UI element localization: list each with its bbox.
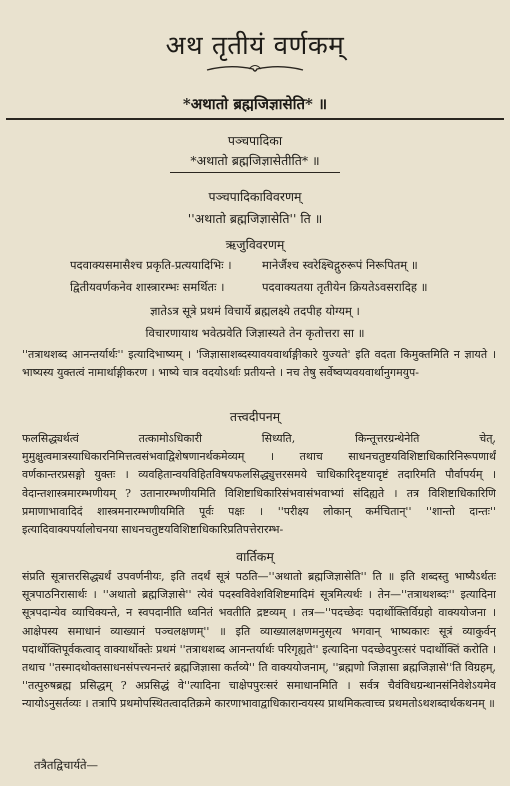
section-heading-panchapadika: पञ्चपादिका xyxy=(227,133,283,148)
chapter-title: अथ तृतीयं वर्णकम् xyxy=(165,31,345,61)
section-heading-varttika: वार्तिकम् xyxy=(236,549,274,564)
verse-left: पदवाक्यसमासैश्च प्रकृति-प्रत्ययादिभिः । xyxy=(70,258,232,272)
verse-left: द्वितीयवर्णकनेव शास्त्रारम्भः समर्थितः । xyxy=(70,280,225,294)
panchapadika-sutra: *अथातो ब्रह्मजिज्ञासेतीति* ॥ xyxy=(190,153,320,168)
rjuvivarana-paragraph xyxy=(22,346,496,400)
paragraph-text: संप्रति सूत्रात्तरसिद्ध्यर्थं उपवर्णनीयः, इति तदर्थं सूत्रं पठति—''अथातो ब्रह्मजिज्ञासेति'' ति ॥ इति शब्दस्तु भाष्यैऽर्थतः सूत्रपाठनिरासार्थः । ''अथातो ब्रह्मजिज्ञासे'' त्येवं पदस्वविवेशविशिष्टमादिमं सूत्रमित्यर्थः । तेन—''तत्राथशब्दः'' इत्यादिना सूत्रपदान्येव व्याचिक्यन्ते, न स्वपदानीति ध्वनितं भवतीति द्रष्टव्यम् । तत्र—''पदच्छेदः पदार्थोक्तिर्विग्रहो वाक्ययोजना । आक्षेपस्य समाधानं व्याख्यानं पञ्चलक्षणम्'' ॥ इति व्याख्यालक्षणमनुसृत्य भगवान् भाष्यकारः सूत्रं व्याकुर्वन् पदार्थोक्तिपूर्वकत्वाद् वाक्यार्थोक्तेः प्रथमं ''तत्राथशब्द आनन्तर्यार्थः परिगृह्यते'' इत्यादिना पदच्छेदपुरःसरं पदार्थोक्तिं करोति । तथाच ''तस्मादथोक्तसाधनसंपत्त्यनन्तरं ब्रह्मजिज्ञासा कर्तव्ये'' ति वाक्ययोजनाम्, ''ब्रह्मणो जिज्ञासा ब्रह्मजिज्ञासे''ति विग्रहम्, ''तत्पुरुषब्रह्म प्रसिद्धम् ? अप्रसिद्धं वे''त्यादिना चाक्षेपपुरःसरं समाधानमिति । सर्वत्र चैवंविधग्रन्थानसंनिवेशेऽयमेव न्यायोऽनुसर्तव्यः । तत्रापि प्रथमोपस्थितत्वादतिक्रमे कारणाभावाद्वाधिकारान्वयस्य प्राथमिकत्वाच्च प्रथमतोऽथशब्दार्थकथनम् ॥ xyxy=(22,570,496,711)
closing-line: तत्रैतद्विचार्यते— xyxy=(34,758,99,772)
paragraph-text: ''तत्राथशब्द आनन्तर्यार्थः'' इत्यादिभाष्यम् । 'जिज्ञासाशब्दस्यावयवार्थाङ्गीकारे युज्यते' इति वदता किमुक्तमिति न ज्ञायते । भाष्यस्य युक्तत्वं नामार्थाङ्गीकरण । भाष्ये चात्र वदयोऽर्थाः प्रतीयन्ते । नच तेषु सर्वेष्वप्यवयवार्थानुगमयुप- xyxy=(22,348,496,380)
paragraph-text: फलसिद्ध्यर्थत्वं तत्कामोऽधिकारी सिध्यति, किन्तूत्तरग्रन्थेनेति चेत्, मुमुक्षुत्वमात्रस्याधिकारनिमित्तत्वसंभवाद्विशेषणानर्थकमेव्यम् । तथाच साधनचतुष्टयविशिष्टाधिकारिनिरूपणार्थं वर्णकान्तरप्रसङ्गो युक्तः । व्यवहितान्वयविहितविषयफलसिद्ध्युत्तरसमये चाधिकारिदृष्टयादृष्टं तदारिमति पौर्वापर्यम् । वेदान्तशास्त्रमारम्भणीयम् ? उतानारम्भणीयमिति विशिष्टाधिकारिसंभवासंभवाभ्यां संदिह्यते । तत्र विशिष्टाधिकारिणि प्रमाणाभावादिदं शास्त्रमनारम्भणीयमिति पूर्वः पक्षः । ''परीक्ष्य लोकान् कर्मचितान्'' ''शान्तो दान्तः'' इत्यादिवाक्यपर्यालोचनया साधनचतुष्टयविशिष्टाधिकारिप्रतिपत्तेरारम्भ- xyxy=(22,432,496,537)
section-heading-vivarana: पञ्चपादिकाविवरणम् xyxy=(208,189,302,204)
verse-center-line: विचारणायाथ भवेत्प्रवेति जिज्ञास्यते तेन कृतोत्तरा सा ॥ xyxy=(145,326,365,340)
tattvadipana-paragraph xyxy=(22,430,496,540)
ornament-flourish xyxy=(205,62,305,76)
verse-center-line: ज्ञातेऽत्र सूत्रे प्रथमं विचार्ये ब्रह्मलक्ष्ये तदपीह योग्यम् । xyxy=(150,304,360,318)
verse-right: पदवाक्यतया तृतीयेन क्रियतेऽवसरादिह ॥ xyxy=(262,280,428,294)
section-heading-tattvadipana: तत्त्वदीपनम् xyxy=(229,409,281,424)
verse-right: मानेर्जैश्च स्वरेक्ष्चिद्गुरुरूपं निरूपितम् ॥ xyxy=(262,258,418,272)
varttika-paragraph xyxy=(22,568,496,750)
main-sutra: *अथातो ब्रह्मजिज्ञासेति* ॥ xyxy=(182,95,328,113)
underline-rule xyxy=(170,172,340,173)
divider xyxy=(6,118,504,120)
section-heading-rjuvivarana: ऋजुविवरणम् xyxy=(225,237,285,252)
vivarana-quote: ''अथातो ब्रह्मजिज्ञासेति'' ति ॥ xyxy=(187,211,323,226)
